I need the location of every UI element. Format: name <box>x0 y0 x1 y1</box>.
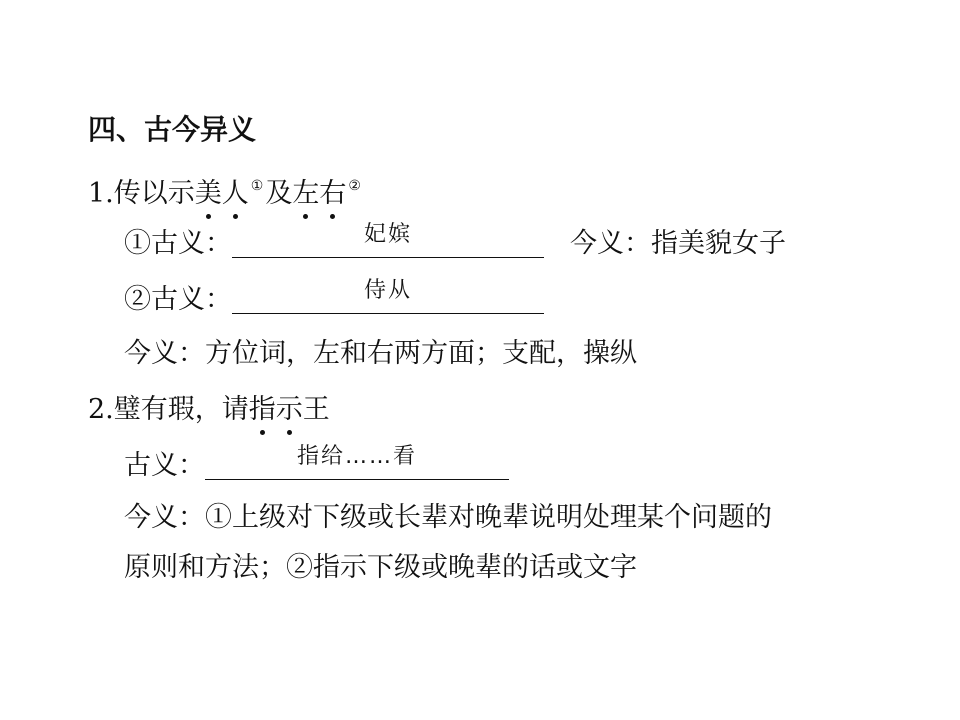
emphasized-char: 美 <box>195 176 222 212</box>
item2-ancient-row <box>124 444 509 484</box>
answer-text-3: 指给……看 <box>296 444 417 469</box>
footnote-marker: ② <box>348 178 361 194</box>
emphasized-char: 左 <box>292 176 319 212</box>
emphasized-char: 右 <box>319 176 346 212</box>
ancient-label-2: ②古义： <box>124 284 232 315</box>
item1-text <box>114 178 363 209</box>
item2-text <box>114 394 330 425</box>
answer-text-2: 侍从 <box>363 278 412 303</box>
modern-meaning-1: 今义：指美貌女子 <box>570 228 786 259</box>
sentence-segment: 璧有瑕，请 <box>113 394 249 425</box>
item1-row2 <box>124 278 544 318</box>
emphasized-char: 人 <box>222 176 249 212</box>
answer-blank-2 <box>232 278 544 314</box>
answer-blank-1 <box>232 222 544 258</box>
answer-blank-3 <box>205 444 509 480</box>
ancient-label-3: 古义： <box>124 450 205 481</box>
ancient-label-1: ①古义： <box>124 228 232 259</box>
item1-number: 1. <box>88 178 114 209</box>
emphasized-char: 指 <box>249 392 276 428</box>
section-heading: 四、古今异义 <box>88 113 257 146</box>
item2-modern-line2: 原则和方法；②指示下级或晚辈的话或文字 <box>124 552 637 583</box>
item2-number: 2. <box>88 394 114 425</box>
item1-sentence <box>88 168 363 212</box>
footnote-marker: ① <box>250 178 264 194</box>
item2-modern-line1: 今义：①上级对下级或长辈对晚辈说明处理某个问题的 <box>124 502 772 533</box>
sentence-segment: 传以示 <box>113 178 195 209</box>
emphasized-char: 示 <box>276 392 303 428</box>
sentence-segment: 及 <box>265 178 293 209</box>
sentence-segment: 王 <box>302 394 330 425</box>
item1-row1 <box>124 222 786 262</box>
item2-sentence <box>88 392 330 428</box>
answer-text-1: 妃嫔 <box>363 222 412 247</box>
item1-row3: 今义：方位词，左和右两方面；支配，操纵 <box>124 338 637 369</box>
